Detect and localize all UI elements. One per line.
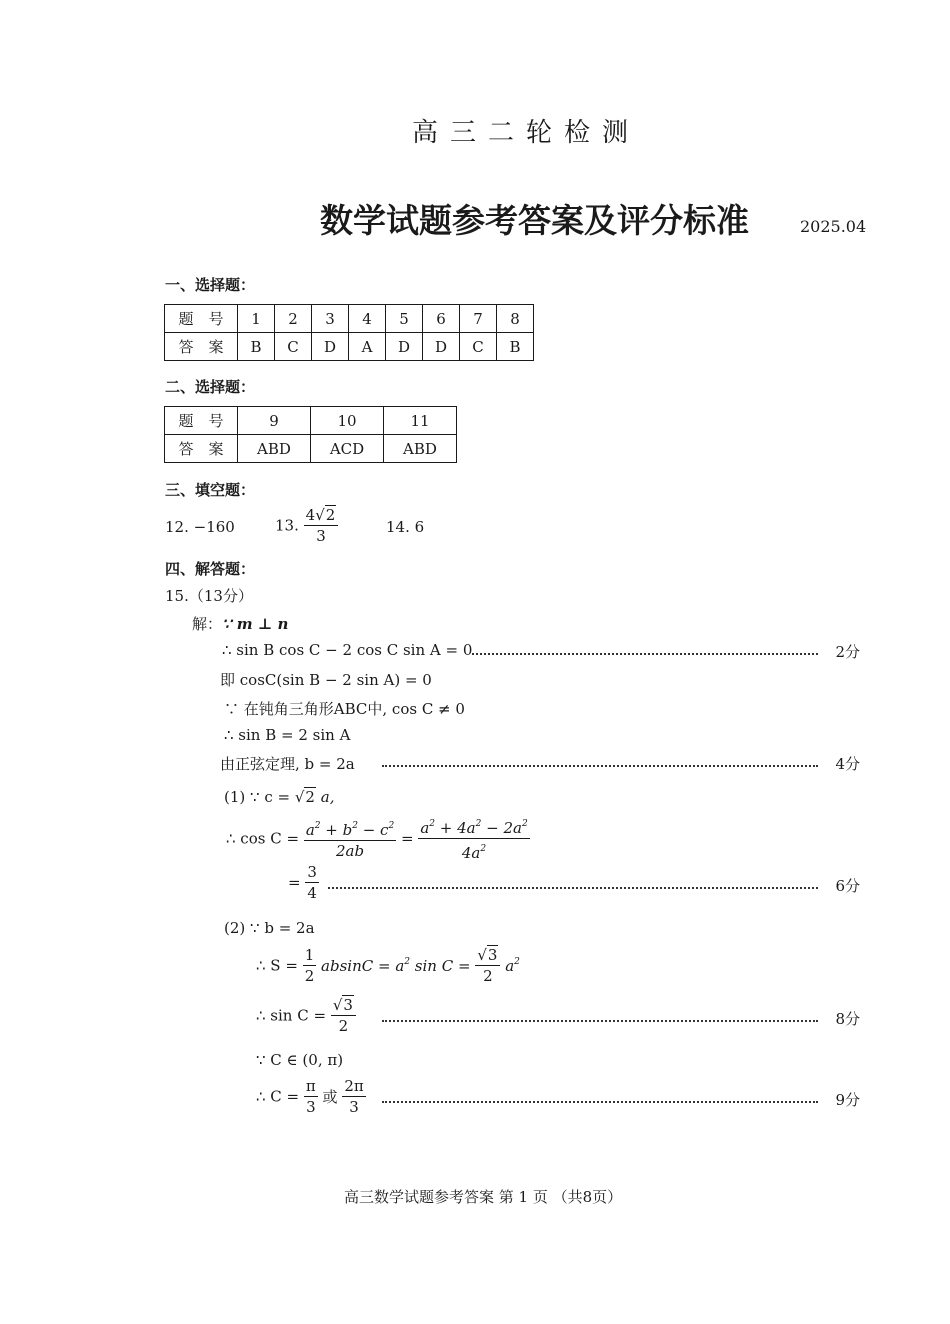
two-pi-third [342, 1076, 365, 1117]
solve-label: 解： [192, 615, 223, 633]
section2-answer-table [164, 406, 457, 463]
area-den: 2 [483, 967, 493, 985]
table-cell: A [349, 333, 386, 361]
table-cell: C [275, 333, 312, 361]
cos-den-2: 4a [461, 844, 481, 862]
part2-condition: (2) ∵ b = 2a [224, 919, 315, 937]
cos-fraction-1: $\frac{a^2 + b^2 - c^2}{2ab}$ [304, 816, 396, 861]
dot-leader [382, 765, 818, 767]
answer-q13 [275, 505, 338, 546]
condition: ∵ m ⊥ n [222, 615, 289, 633]
table-cell: D [312, 333, 349, 361]
part1-condition: (1) ∵ c = √2 a, [224, 788, 335, 806]
row-label: 答 案 [165, 333, 238, 361]
score-mark: 6分 [835, 877, 860, 895]
cos-formula [226, 814, 530, 863]
table-cell: 2 [275, 305, 312, 333]
cos-result [288, 862, 319, 903]
dot-leader [328, 887, 818, 889]
table-cell: ACD [311, 435, 384, 463]
answer-q14: 14. 6 [386, 518, 425, 536]
eq-sign: = [288, 873, 301, 892]
q15-header: 15.（13分） [165, 587, 253, 605]
step-line-4: ∴ sin B = 2 sin A [224, 726, 351, 744]
cos-fraction-2: $\frac{a^2 + 4a^2 - 2a^2}{4a^2}$ [418, 814, 529, 863]
table-cell: B [497, 333, 534, 361]
table-cell: 5 [386, 305, 423, 333]
sin-fraction: $\frac{√3}{2}$ [331, 995, 356, 1036]
section2-heading: 二、选择题： [165, 378, 256, 396]
table-cell: D [386, 333, 423, 361]
step-line-1: ∴ sin B cos C − 2 cos C sin A = 0 [222, 641, 473, 659]
two-pi-den: 3 [349, 1098, 359, 1116]
or-word: 或 [322, 1088, 338, 1106]
area-mid2: sin C = [414, 956, 471, 975]
q13-num-coef: 4 [305, 506, 316, 524]
solve-line [192, 613, 288, 634]
score-mark: 8分 [835, 1010, 860, 1028]
section1-answer-table [164, 304, 534, 361]
table-row [165, 305, 534, 333]
table-cell: 3 [312, 305, 349, 333]
score-mark: 9分 [835, 1091, 860, 1109]
table-cell: D [423, 333, 460, 361]
area-mid: absinC = a [321, 956, 405, 975]
half-den: 2 [304, 967, 315, 985]
dot-leader [472, 653, 818, 655]
two-pi-num: 2π [344, 1077, 364, 1095]
page-footer: 高三数学试题参考答案 第 1 页 （共8页） [344, 1188, 623, 1206]
table-row [165, 333, 534, 361]
q13-prefix: 13. [275, 516, 299, 535]
q13-den: 3 [316, 527, 326, 545]
table-cell: 8 [497, 305, 534, 333]
table-cell: 11 [384, 407, 457, 435]
step-line-5: 由正弦定理, b = 2a [220, 755, 355, 773]
three-quarters [305, 862, 319, 903]
part1-tail: a, [320, 788, 335, 806]
pi-den: 3 [306, 1098, 316, 1116]
frac-den: 4 [307, 884, 317, 902]
score-mark: 4分 [835, 755, 860, 773]
table-cell: B [238, 333, 275, 361]
step-line-3: ∵ 在钝角三角形ABC中, cos C ≠ 0 [224, 700, 465, 718]
table-row [165, 407, 457, 435]
area-radicand: 3 [487, 946, 498, 964]
table-cell: 4 [349, 305, 386, 333]
table-cell: ABD [384, 435, 457, 463]
sin-radicand: 3 [343, 996, 353, 1014]
table-cell: ABD [238, 435, 311, 463]
row-label: 题 号 [165, 407, 238, 435]
table-cell: 9 [238, 407, 311, 435]
dot-leader [382, 1101, 818, 1103]
sin-den: 2 [338, 1017, 349, 1035]
row-label: 题 号 [165, 305, 238, 333]
table-cell: C [460, 333, 497, 361]
part1-radicand: 2 [305, 788, 315, 806]
pi-third [304, 1076, 318, 1117]
table-row [165, 435, 457, 463]
section1-heading: 一、选择题： [165, 276, 256, 294]
cos-den-1: 2ab [335, 842, 365, 860]
table-cell: 6 [423, 305, 460, 333]
row-label: 答 案 [165, 435, 238, 463]
root3-half: $\frac{√3}{2}$ [475, 945, 500, 986]
pi-num: π [305, 1077, 316, 1095]
half-num: 1 [304, 946, 315, 964]
section4-heading: 四、解答题： [165, 560, 256, 578]
q13-num-rad: 2 [325, 506, 336, 524]
sin-prefix: ∴ sin C = [256, 1006, 327, 1025]
document-title: 数学试题参考答案及评分标准 [320, 201, 749, 240]
table-cell: 10 [311, 407, 384, 435]
part1-label: (1) ∵ c = [224, 788, 291, 806]
range-line: ∵ C ∈ (0, π) [256, 1051, 344, 1069]
score-mark: 2分 [835, 643, 860, 661]
q13-fraction: $\frac{4√2}{3}$ [304, 505, 339, 546]
sin-result [256, 995, 356, 1036]
area-tail: a [505, 956, 515, 975]
document-date: 2025.04 [800, 217, 867, 236]
exam-title: 高三二轮检测 [412, 118, 641, 148]
area-formula: ∴ S = $\frac{1}{2}$ $absinC = a^2$ sin C = $\frac{√3}{2}$ $a^2$ [256, 946, 520, 985]
cos-equals: = [400, 829, 414, 848]
area-prefix: ∴ S = [256, 956, 298, 975]
answer-q12: 12. −160 [165, 518, 235, 536]
c-prefix: ∴ C = [256, 1087, 300, 1106]
cos-prefix: ∴ cos C = [226, 829, 300, 848]
frac-num: 3 [307, 863, 317, 881]
section3-heading: 三、填空题： [165, 481, 256, 499]
angle-result [256, 1076, 366, 1117]
dot-leader [382, 1020, 818, 1022]
step-line-2: 即 cosC(sin B − 2 sin A) = 0 [220, 671, 432, 689]
half-fraction [303, 945, 317, 986]
table-cell: 7 [460, 305, 497, 333]
table-cell: 1 [238, 305, 275, 333]
